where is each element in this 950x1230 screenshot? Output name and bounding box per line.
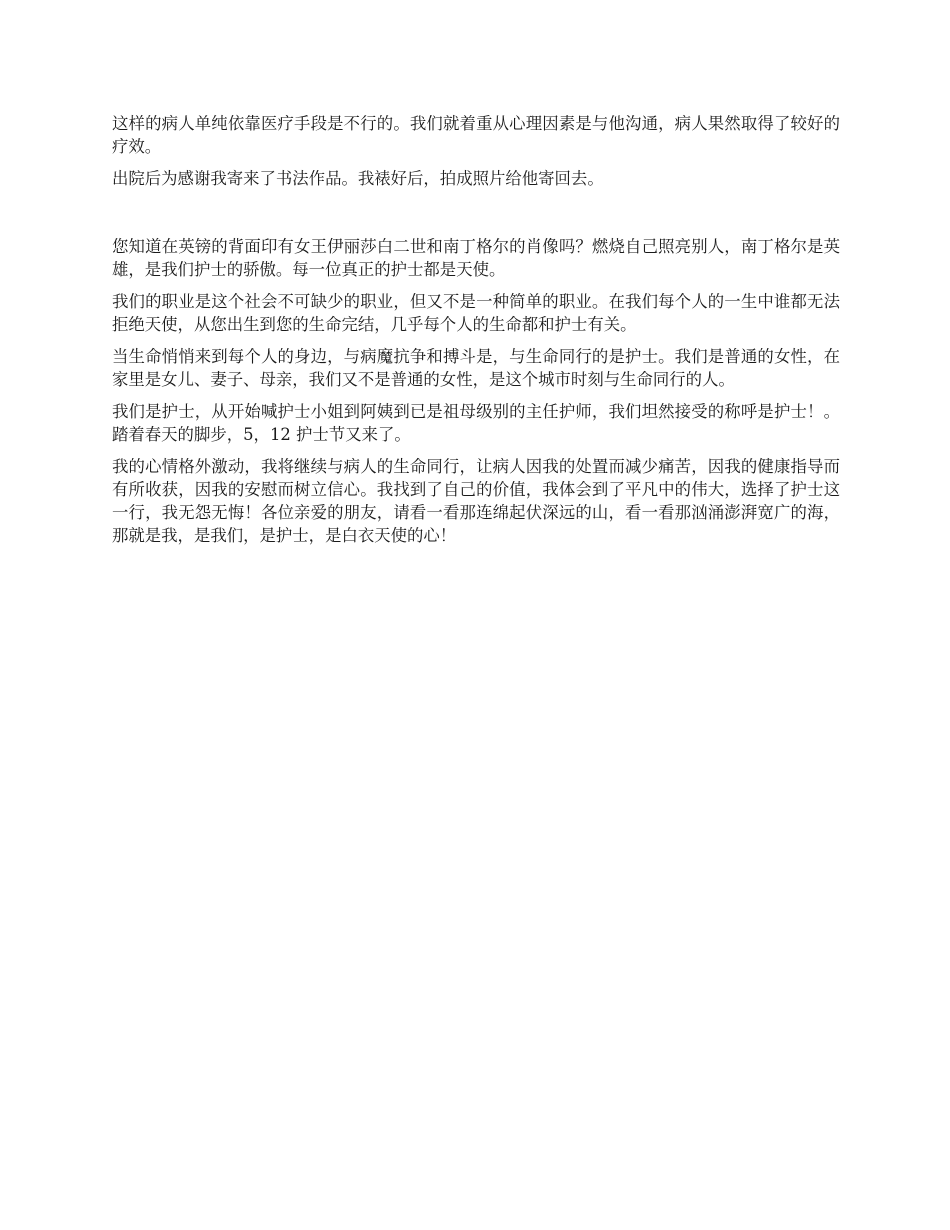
paragraph: 我的心情格外激动，我将继续与病人的生命同行，让病人因我的处置而减少痛苦，因我的健康指导而有所收获，因我的安慰而树立信心。我找到了自己的价值，我体会到了平凡中的伟大，选择了护士这一行，我无怨无悔！各位亲爱的朋友，请看一看那连绵起伏深远的山，看一看那汹涌澎湃宽广的海，那就是我，是我们，是护士，是白衣天使的心！	[112, 457, 840, 545]
paragraph: 这样的病人单纯依靠医疗手段是不行的。我们就着重从心理因素是与他沟通，病人果然取得了较好的疗效。	[112, 114, 840, 156]
document-body	[112, 112, 840, 556]
paragraph: 我们的职业是这个社会不可缺少的职业，但又不是一种简单的职业。在我们每个人的一生中谁都无法拒绝天使，从您出生到您的生命完结，几乎每个人的生命都和护士有关。	[112, 292, 840, 334]
paragraph: 出院后为感谢我寄来了书法作品。我裱好后，拍成照片给他寄回去。	[112, 169, 604, 188]
paragraph: 当生命悄悄来到每个人的身边，与病魔抗争和搏斗是，与生命同行的是护士。我们是普通的女性，在家里是女儿、妻子、母亲，我们又不是普通的女性，是这个城市时刻与生命同行的人。	[112, 347, 840, 389]
section-spacer	[112, 199, 840, 235]
paragraph: 您知道在英镑的背面印有女王伊丽莎白二世和南丁格尔的肖像吗？燃烧自己照亮别人，南丁格尔是英雄，是我们护士的骄傲。每一位真正的护士都是天使。	[112, 237, 840, 279]
section-one	[112, 112, 840, 190]
paragraph: 我们是护士，从开始喊护士小姐到阿姨到已是祖母级别的主任护师，我们坦然接受的称呼是护士！。踏着春天的脚步，5，12 护士节又来了。	[112, 402, 840, 444]
section-two	[112, 235, 840, 547]
